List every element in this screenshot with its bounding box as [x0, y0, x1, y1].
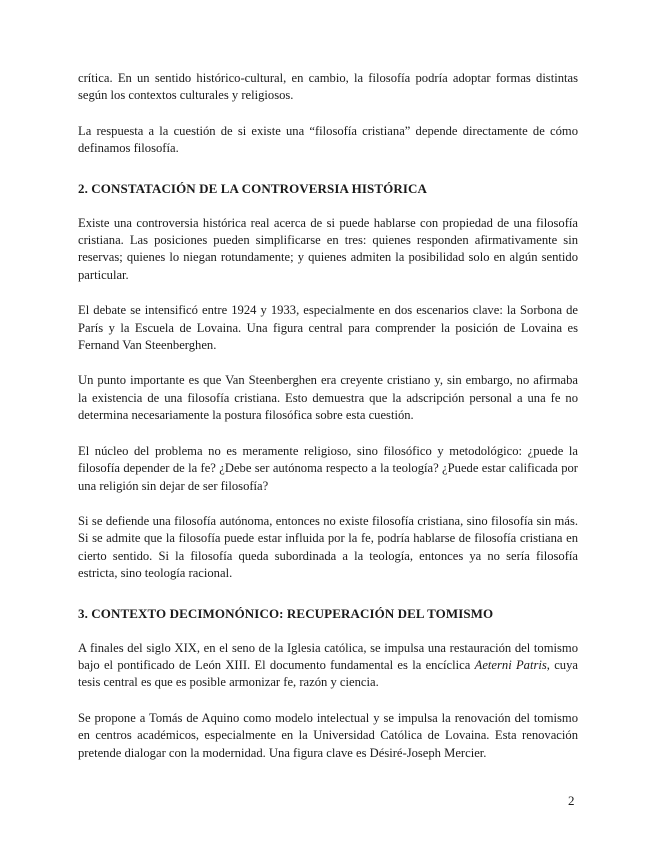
paragraph — [78, 123, 578, 158]
paragraph-text: El núcleo del problema no es meramente religioso, sino filosófico y metodológico: ¿puede la filosofía depender de la fe? ¿Debe ser autónoma respecto a la teología? ¿Puede estar calificada por una religión sin dejar de ser filosofía? — [78, 443, 578, 493]
paragraph-text: crítica. En un sentido histórico-cultural, en cambio, la filosofía podría adoptar formas distintas según los contextos culturales y religiosos. — [78, 71, 578, 103]
paragraph — [78, 372, 578, 424]
paragraph-text: El debate se intensificó entre 1924 y 1933, especialmente en dos escenarios clave: la Sorbona de París y la Escuela de Lovaina. Una figura central para comprender la posición de Lovaina es Fernand Van Steenberghen. — [78, 303, 578, 353]
paragraph-text: Un punto importante es que Van Steenberghen era creyente cristiano y, sin embargo, no afirmaba la existencia de una filosofía cristiana. Esto demuestra que la adscripción personal a una fe no determina necesariamente la postura filosófica sobre esta cuestión. — [78, 373, 578, 423]
paragraph-text: La respuesta a la cuestión de si existe una “filosofía cristiana” depende directamente de cómo definamos filosofía. — [78, 123, 578, 156]
paragraph-text: A finales del siglo XIX, en el seno de la Iglesia católica, se impulsa una restauración del tomismo bajo el pontificado de León XIII. El documento fundamental es la encíclica — [78, 640, 578, 672]
paragraph — [78, 215, 578, 285]
section-heading: 2. CONSTATACIÓN DE LA CONTROVERSIA HISTÓRICA — [78, 180, 427, 196]
page-number: 2 — [568, 793, 575, 808]
paragraph — [78, 710, 578, 762]
italic-title: Aeterni Patris — [474, 657, 547, 672]
document-page — [78, 70, 578, 780]
paragraph — [78, 302, 578, 354]
section-heading: 3. CONTEXTO DECIMONÓNICO: RECUPERACIÓN DEL TOMISMO — [78, 605, 494, 621]
paragraph — [78, 70, 578, 105]
paragraph — [78, 443, 578, 495]
paragraph — [78, 513, 578, 583]
paragraph — [78, 640, 578, 692]
paragraph-text: , cuya tesis central es que es posible armonizar fe, razón y ciencia. — [78, 657, 578, 690]
paragraph-text: Si se defiende una filosofía autónoma, entonces no existe filosofía cristiana, sino filosofía sin más. Si se admite que la filosofía puede estar influida por la fe, podría hablarse de filosofía cristiana en cierto sentido. Si la filosofía queda subordinada a la teología, entonces ya no sería filosofía estricta, sino teología racional. — [78, 513, 578, 581]
paragraph-text: Se propone a Tomás de Aquino como modelo intelectual y se impulsa la renovación del tomismo en centros académicos, especialmente en la Universidad Católica de Lovaina. Esta renovación pretende dialogar con la modernidad. Una figura clave es Désiré-Joseph Mercier. — [78, 710, 578, 760]
paragraph-text: Existe una controversia histórica real acerca de si puede hablarse con propiedad de una filosofía cristiana. Las posiciones pueden simplificarse en tres: quienes responden afirmativamente sin reservas; quienes lo niegan rotundamente; y quienes admiten la posibilidad solo en algún sentido particular. — [78, 215, 578, 282]
